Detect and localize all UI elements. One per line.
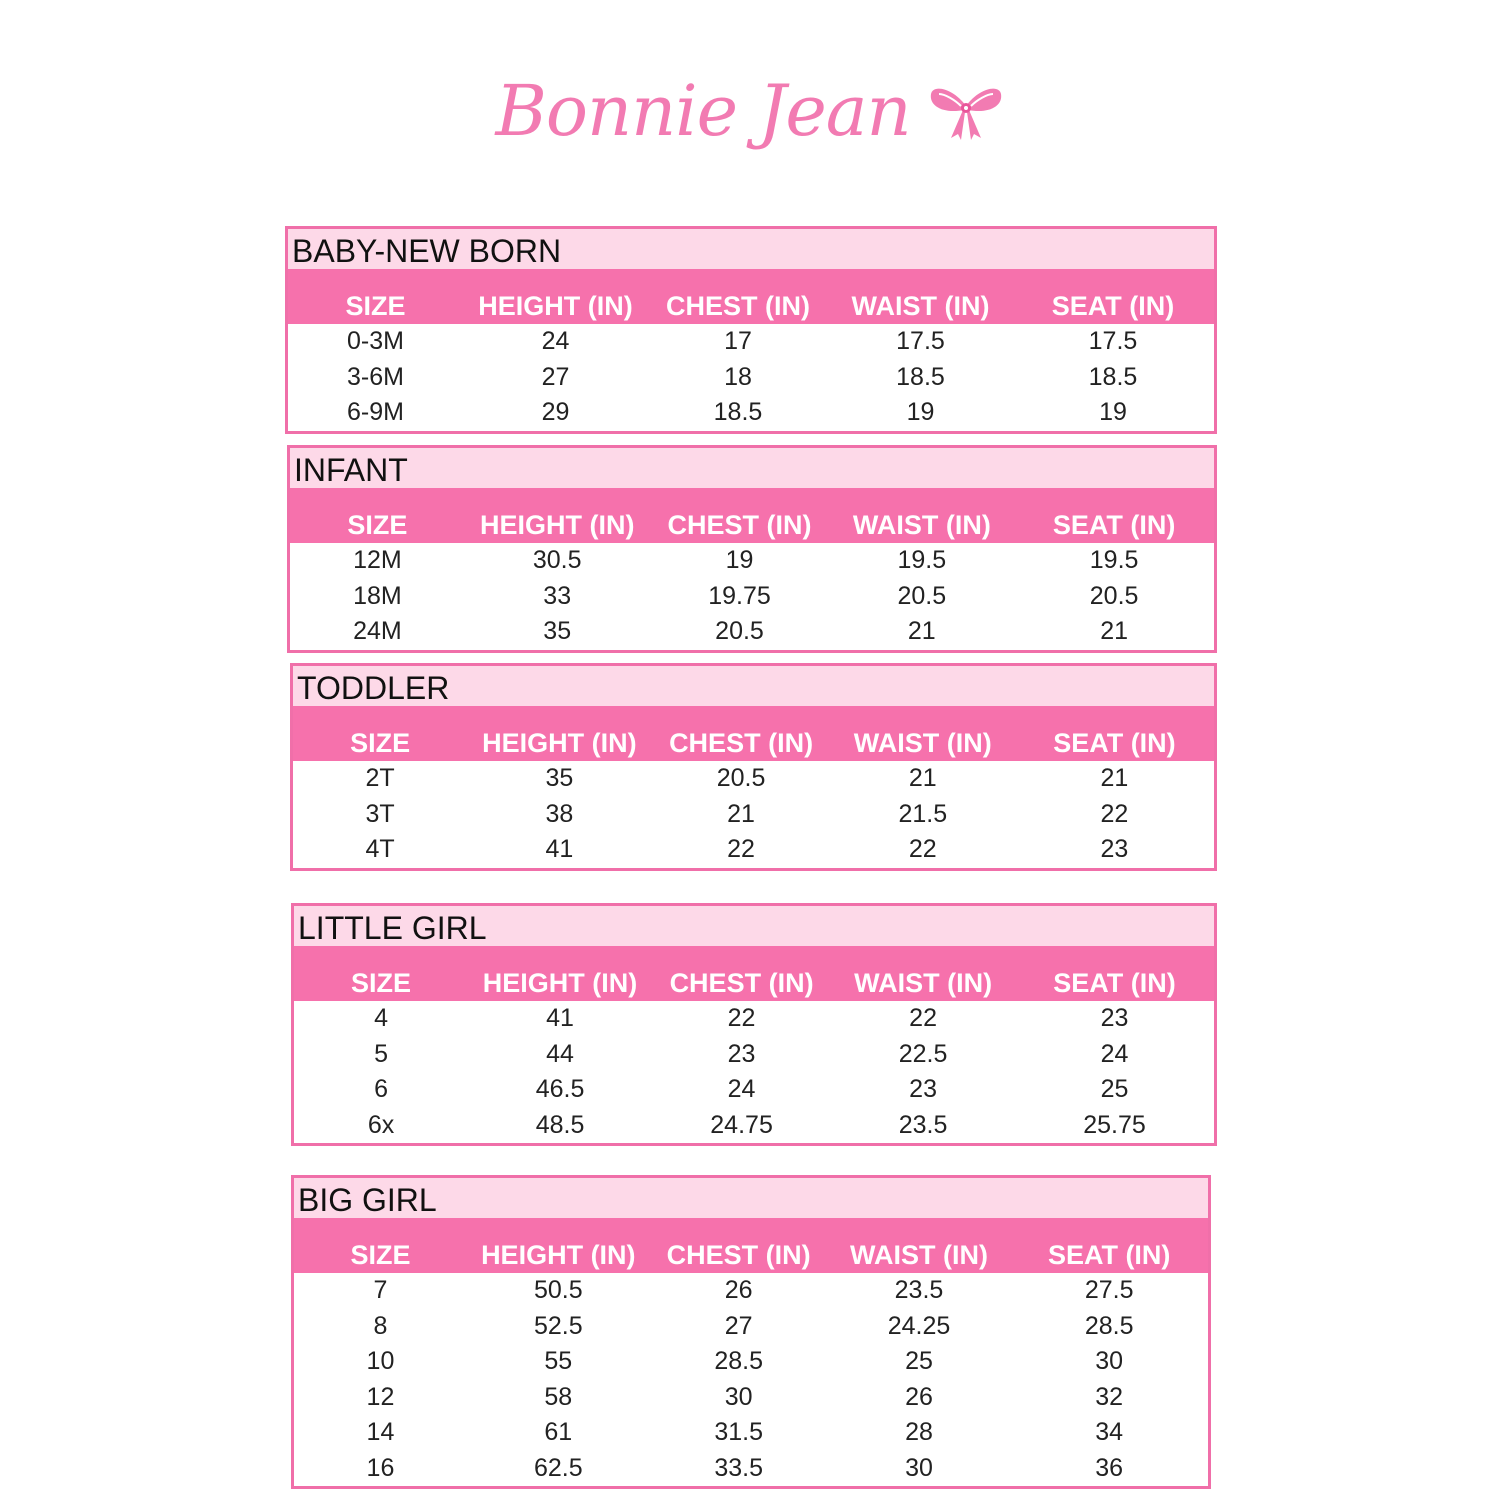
- size-section: [290, 663, 1217, 871]
- table-row: [294, 1037, 1214, 1073]
- column-header: SIZE: [345, 291, 406, 321]
- section-title: INFANT: [290, 448, 1214, 488]
- table-cell: 19.5: [897, 546, 947, 575]
- table-cell: 22: [909, 1004, 937, 1033]
- table-cell: 20.5: [715, 617, 764, 646]
- table-row: [294, 1001, 1214, 1037]
- table-row: [294, 1415, 1208, 1451]
- column-header-row: [290, 488, 1214, 543]
- column-header: SEAT (IN): [1053, 728, 1176, 758]
- table-cell: 48.5: [535, 1110, 585, 1139]
- table-cell: 62.5: [533, 1453, 583, 1482]
- table-row: [294, 1108, 1214, 1144]
- table-cell: 18M: [353, 581, 402, 610]
- column-header: SEAT (IN): [1053, 968, 1176, 998]
- column-header: WAIST (IN): [849, 1240, 988, 1270]
- column-header: SEAT (IN): [1047, 1240, 1171, 1270]
- section-title: BIG GIRL: [294, 1178, 1208, 1218]
- table-cell: 30: [905, 1453, 933, 1482]
- section-title: BABY-NEW BORN: [288, 229, 1214, 269]
- table-cell: 24: [727, 1075, 756, 1104]
- table-cell: 38: [545, 799, 574, 828]
- table-cell: 23: [909, 1075, 937, 1104]
- table-cell: 6: [374, 1075, 388, 1104]
- table-cell: 58: [544, 1382, 573, 1411]
- table-cell: 19: [725, 546, 754, 575]
- column-header: CHEST (IN): [667, 510, 812, 540]
- column-header: SEAT (IN): [1051, 291, 1175, 321]
- table-cell: 27.5: [1084, 1276, 1134, 1305]
- table-cell: 33: [543, 581, 572, 610]
- column-header: SEAT (IN): [1052, 510, 1176, 540]
- table-row: [288, 395, 1214, 431]
- table-cell: 50.5: [533, 1276, 583, 1305]
- table-cell: 4T: [365, 835, 395, 864]
- table-row: [288, 360, 1214, 396]
- table-cell: 24.25: [887, 1311, 951, 1340]
- table-cell: 18.5: [713, 398, 763, 427]
- table-cell: 19: [1099, 398, 1127, 427]
- column-header: SIZE: [351, 968, 412, 998]
- table-cell: 21: [727, 799, 755, 828]
- table-cell: 17.5: [1088, 327, 1138, 356]
- column-header: SIZE: [347, 510, 408, 540]
- table-cell: 23: [1100, 835, 1129, 864]
- table-cell: 21.5: [898, 799, 948, 828]
- table-cell: 12: [366, 1382, 395, 1411]
- table-cell: 22: [727, 835, 755, 864]
- table-cell: 24M: [353, 617, 402, 646]
- table-row: [294, 1309, 1208, 1345]
- table-cell: 19.75: [708, 581, 771, 610]
- table-cell: 0-3M: [347, 327, 404, 356]
- table-cell: 32: [1095, 1382, 1124, 1411]
- table-cell: 28: [905, 1418, 933, 1447]
- table-cell: 22: [908, 835, 937, 864]
- column-header-row: [294, 1218, 1208, 1273]
- table-cell: 33.5: [714, 1453, 763, 1482]
- table-row: [293, 832, 1214, 868]
- table-cell: 21: [908, 764, 937, 793]
- table-cell: 21: [1100, 617, 1129, 646]
- table-cell: 35: [543, 617, 572, 646]
- table-row: [294, 1380, 1208, 1416]
- table-cell: 44: [546, 1039, 574, 1068]
- brand-logo: [0, 66, 1500, 156]
- section-title: TODDLER: [293, 666, 1214, 706]
- table-cell: 18.5: [896, 362, 945, 391]
- table-cell: 20.5: [897, 581, 947, 610]
- table-cell: 26: [724, 1276, 753, 1305]
- table-cell: 24: [541, 327, 570, 356]
- table-row: [294, 1273, 1208, 1309]
- column-header: WAIST (IN): [854, 968, 993, 998]
- table-cell: 29: [541, 398, 570, 427]
- table-cell: 21: [1100, 764, 1129, 793]
- brand-name: Bonnie Jean: [495, 70, 911, 152]
- table-cell: 30.5: [532, 546, 582, 575]
- table-cell: 8: [373, 1311, 388, 1340]
- table-cell: 2T: [365, 764, 395, 793]
- column-header-row: [293, 706, 1214, 761]
- table-cell: 23.5: [894, 1276, 944, 1305]
- table-cell: 41: [545, 835, 574, 864]
- table-cell: 19.5: [1089, 546, 1139, 575]
- table-row: [290, 579, 1214, 615]
- table-cell: 30: [1095, 1347, 1124, 1376]
- table-row: [290, 543, 1214, 579]
- table-cell: 22: [1100, 799, 1129, 828]
- table-cell: 27: [724, 1311, 753, 1340]
- table-cell: 3-6M: [347, 362, 404, 391]
- column-header: CHEST (IN): [669, 968, 814, 998]
- table-cell: 19: [906, 398, 935, 427]
- table-cell: 61: [544, 1418, 573, 1447]
- table-cell: 18: [724, 362, 752, 391]
- table-cell: 31.5: [714, 1418, 763, 1447]
- table-cell: 25: [905, 1347, 933, 1376]
- column-header: WAIST (IN): [852, 510, 991, 540]
- table-row: [293, 761, 1214, 797]
- column-header: HEIGHT (IN): [482, 968, 638, 998]
- table-cell: 24.75: [710, 1110, 773, 1139]
- table-cell: 17: [724, 327, 752, 356]
- table-cell: 21: [907, 617, 936, 646]
- column-header: HEIGHT (IN): [478, 291, 633, 321]
- column-header-row: [294, 946, 1214, 1001]
- table-cell: 3T: [365, 799, 395, 828]
- table-cell: 24: [1100, 1039, 1129, 1068]
- size-section: [287, 445, 1217, 653]
- table-cell: 10: [366, 1347, 395, 1376]
- column-header: CHEST (IN): [666, 291, 810, 321]
- section-title: LITTLE GIRL: [294, 906, 1214, 946]
- table-row: [293, 797, 1214, 833]
- table-cell: 23: [1100, 1004, 1129, 1033]
- table-cell: 25.75: [1083, 1110, 1146, 1139]
- column-header: SIZE: [350, 1240, 411, 1270]
- column-header: WAIST (IN): [853, 728, 992, 758]
- column-header: WAIST (IN): [851, 291, 990, 321]
- table-cell: 22: [727, 1004, 756, 1033]
- table-cell: 20.5: [1089, 581, 1139, 610]
- column-header: HEIGHT (IN): [482, 728, 637, 758]
- table-cell: 4: [374, 1004, 388, 1033]
- table-cell: 20.5: [716, 764, 766, 793]
- table-cell: 16: [366, 1453, 395, 1482]
- table-cell: 26: [905, 1382, 933, 1411]
- size-section: [285, 226, 1217, 434]
- size-section: [291, 903, 1217, 1146]
- table-cell: 34: [1095, 1418, 1124, 1447]
- table-cell: 28.5: [1084, 1311, 1134, 1340]
- column-header: HEIGHT (IN): [481, 1240, 636, 1270]
- table-row: [294, 1072, 1214, 1108]
- table-cell: 28.5: [714, 1347, 763, 1376]
- table-cell: 18.5: [1088, 362, 1138, 391]
- table-cell: 30: [724, 1382, 753, 1411]
- table-row: [294, 1451, 1208, 1487]
- table-cell: 6x: [367, 1110, 395, 1139]
- table-cell: 41: [546, 1004, 574, 1033]
- table-cell: 35: [545, 764, 574, 793]
- table-cell: 14: [366, 1418, 395, 1447]
- table-cell: 7: [373, 1276, 388, 1305]
- column-header: CHEST (IN): [669, 728, 814, 758]
- column-header: CHEST (IN): [666, 1240, 811, 1270]
- size-section: [291, 1175, 1211, 1489]
- column-header: HEIGHT (IN): [479, 510, 635, 540]
- column-header: SIZE: [350, 728, 411, 758]
- table-row: [288, 324, 1214, 360]
- table-cell: 12M: [353, 546, 402, 575]
- column-header-row: [288, 269, 1214, 324]
- table-cell: 52.5: [533, 1311, 583, 1340]
- table-row: [294, 1344, 1208, 1380]
- table-cell: 23: [727, 1039, 756, 1068]
- table-cell: 55: [544, 1347, 573, 1376]
- bow-icon: [927, 80, 1005, 142]
- table-cell: 25: [1100, 1075, 1129, 1104]
- table-cell: 5: [374, 1039, 388, 1068]
- table-cell: 27: [541, 362, 570, 391]
- table-cell: 46.5: [535, 1075, 585, 1104]
- table-cell: 23.5: [898, 1110, 948, 1139]
- table-cell: 6-9M: [347, 398, 404, 427]
- table-row: [290, 614, 1214, 650]
- table-cell: 22.5: [898, 1039, 948, 1068]
- table-cell: 17.5: [896, 327, 945, 356]
- table-cell: 36: [1095, 1453, 1124, 1482]
